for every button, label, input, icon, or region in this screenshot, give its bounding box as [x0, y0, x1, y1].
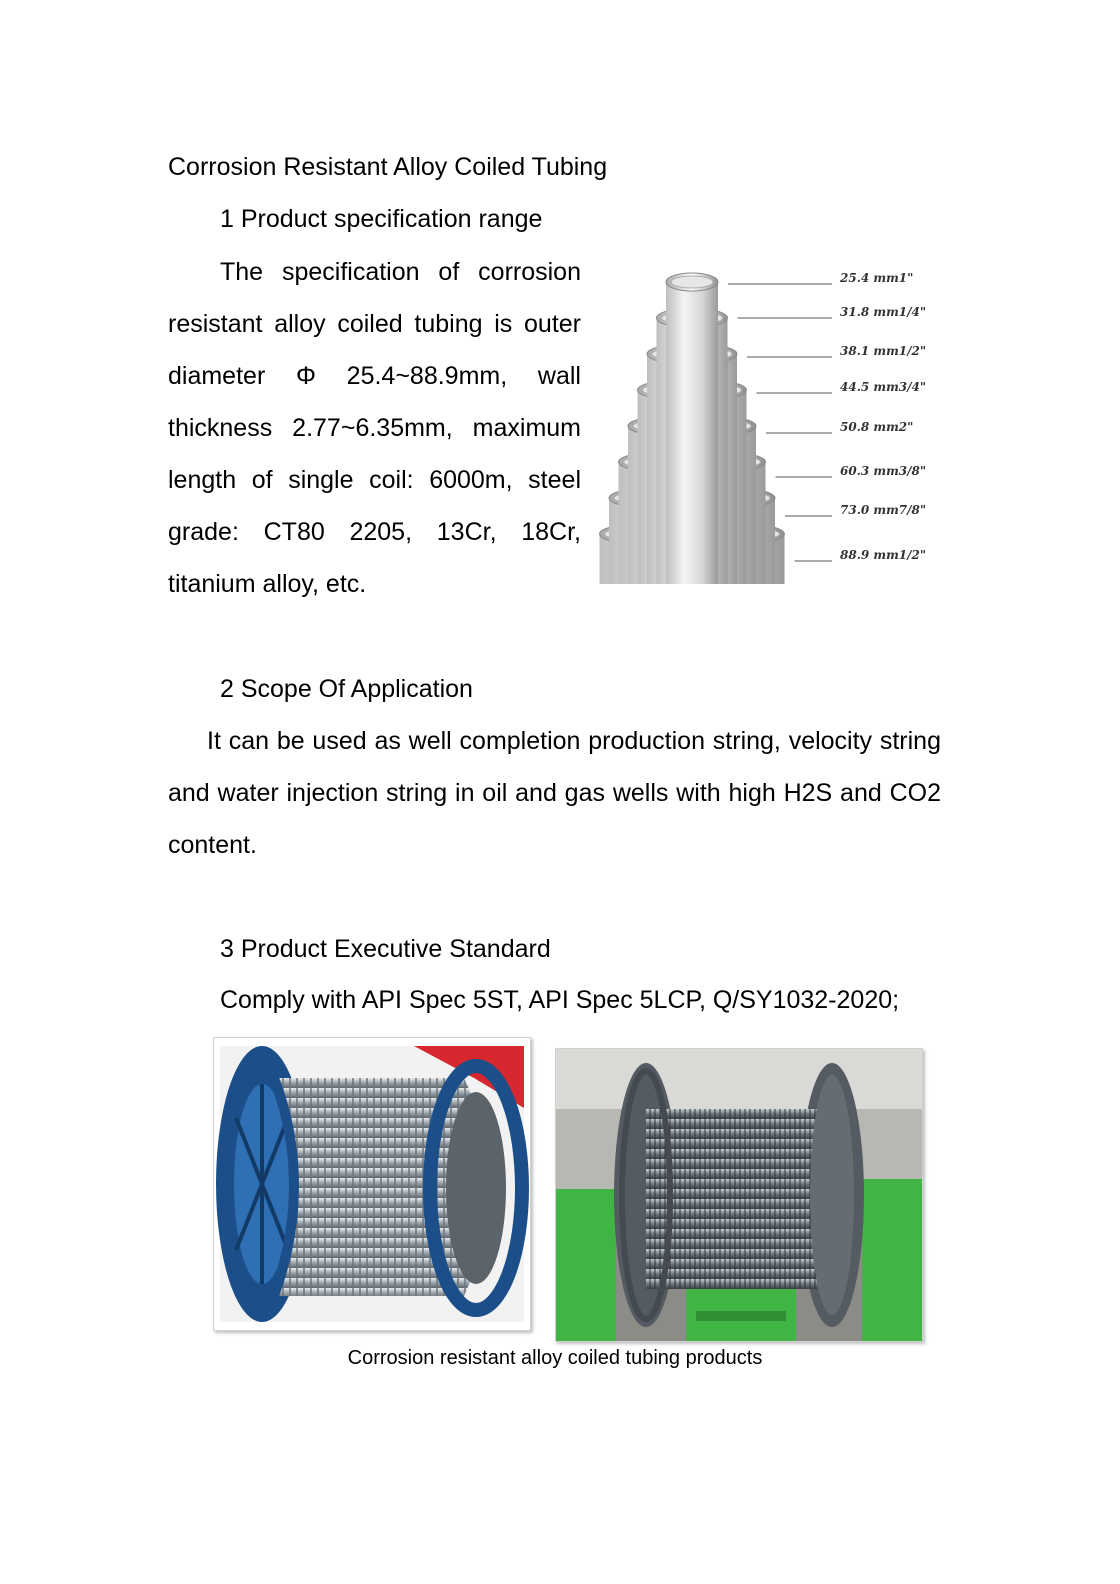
- tube-bore: [671, 276, 713, 288]
- size-label: 25.4 mm1": [840, 271, 914, 285]
- size-label: 88.9 mm1/2": [840, 548, 927, 562]
- section-2-heading: 2 Scope Of Application: [220, 675, 473, 703]
- size-label: 38.1 mm1/2": [840, 344, 927, 358]
- reel-photo-factory: [555, 1048, 923, 1342]
- tubing-stack-graphic: [595, 262, 955, 592]
- tubing-size-figure: [595, 262, 955, 592]
- size-label: 50.8 mm2": [840, 420, 914, 434]
- tube-body: [666, 282, 718, 584]
- size-label: 73.0 mm7/8": [840, 503, 927, 517]
- section-2-body: It can be used as well completion production string, velocity string and water injection string in oil and gas wells with high H2S and CO2 content.: [168, 727, 941, 859]
- document-title: Corrosion Resistant Alloy Coiled Tubing: [168, 153, 608, 181]
- reel-photo-blue: [213, 1037, 531, 1331]
- size-label: 31.8 mm1/4": [840, 305, 927, 319]
- section-3-heading: 3 Product Executive Standard: [220, 935, 551, 963]
- section-1-body: The specification of corrosion resistant alloy coiled tubing is outer diameter Φ 25.4~88.9mm, wall thickness 2.77~6.35mm, maximum length of single coil: 6000m, steel grade: CT80 2205, 13Cr, 18Cr, titanium alloy, etc.: [168, 258, 581, 598]
- section-3-body: Comply with API Spec 5ST, API Spec 5LCP, Q/SY1032-2020;: [220, 986, 900, 1014]
- section-1-heading: 1 Product specification range: [220, 205, 543, 233]
- size-label: 44.5 mm3/4": [840, 380, 927, 394]
- photo-caption: Corrosion resistant alloy coiled tubing products: [347, 1347, 763, 1369]
- size-label: 60.3 mm3/8": [840, 464, 927, 478]
